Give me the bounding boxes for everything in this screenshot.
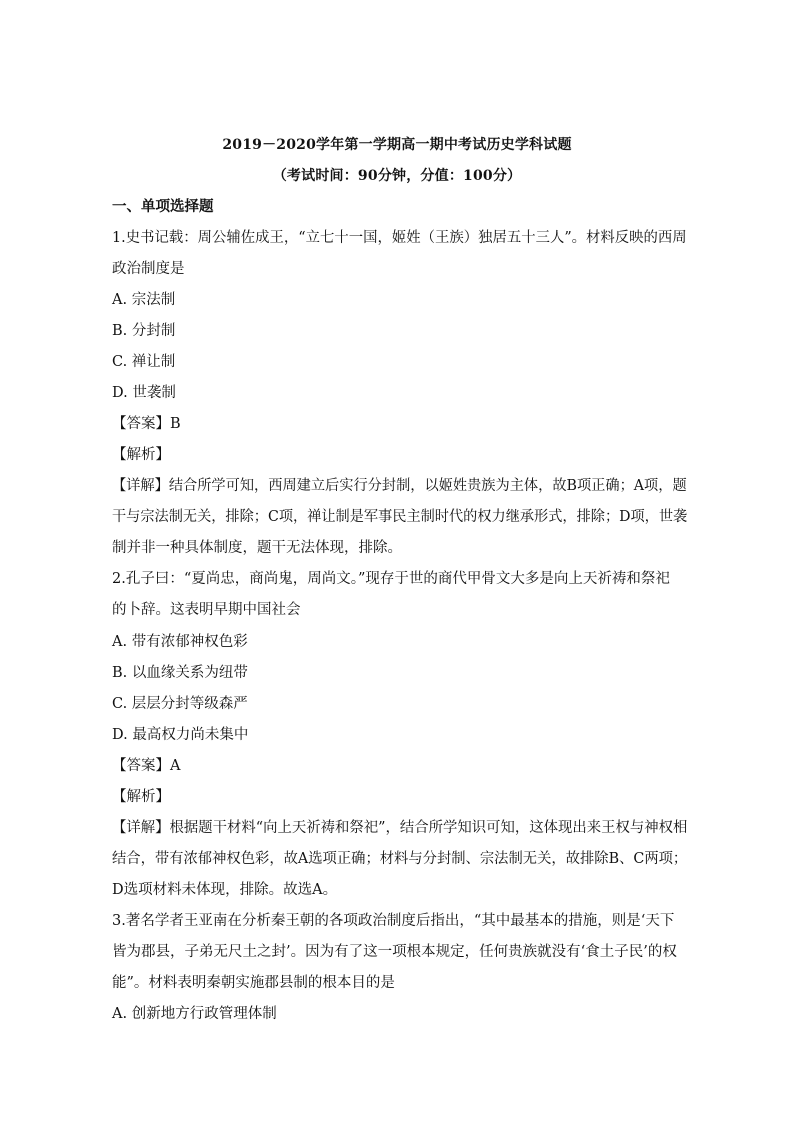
q1-option-a: A. 宗法制 [112,292,176,308]
q2-option-b: B. 以血缘关系为纽带 [112,665,248,681]
section-heading: 一、单项选择题 [112,198,214,215]
q2-stem-line-2: 的卜辞。这表明早期中国社会 [112,602,301,618]
q1-stem-line-2: 政治制度是 [112,261,185,277]
exam-title: 2019－2020学年第一学期高一期中考试历史学科试题 [222,137,572,153]
q2-analysis-label: 【解析】 [112,789,170,805]
q1-option-b: B. 分封制 [112,323,176,339]
q1-option-d: D. 世袭制 [112,385,176,401]
q2-stem-line-1: 2.孔子曰：“夏尚忠，商尚鬼，周尚文。”现存于世的商代甲骨文大多是向上天祈祷和祭祀 [112,571,670,587]
exam-subtitle: （考试时间：90分钟，分值：100分） [272,168,522,184]
q2-detail-line-2: 结合，带有浓郁神权色彩，故A选项正确；材料与分封制、宗法制无关，故排除B、C两项； [112,851,688,867]
q3-option-a: A. 创新地方行政管理体制 [112,1006,277,1022]
q1-stem-line-1: 1.史书记载：周公辅佐成王，“立七十一国，姬姓（王族）独居五十三人”。材料反映的西周 [112,230,687,246]
q1-analysis-label: 【解析】 [112,447,170,463]
q3-stem-line-2: 皆为郡县，子弟无尺土之封’。因为有了这一项根本规定，任何贵族就没有‘食土子民’的权 [112,944,677,960]
q2-option-c: C. 层层分封等级森严 [112,696,248,712]
q2-answer: 【答案】A [112,758,181,774]
q3-stem-line-3: 能”。材料表明秦朝实施郡县制的根本目的是 [112,975,395,991]
q1-detail-line-1: 【详解】结合所学可知，西周建立后实行分封制，以姬姓贵族为主体，故B项正确；A项，题 [112,478,687,494]
q1-detail-line-2: 干与宗法制无关，排除；C项，禅让制是军事民主制时代的权力继承形式，排除；D项，世袭 [112,509,688,525]
q2-detail-line-1: 【详解】根据题干材料“向上天祈祷和祭祀”，结合所学知识可知，这体现出来王权与神权相 [112,820,688,836]
q1-option-c: C. 禅让制 [112,354,176,370]
q2-detail-line-3: D选项材料未体现，排除。故选A。 [112,882,338,898]
q2-option-a: A. 带有浓郁神权色彩 [112,634,248,650]
q1-answer: 【答案】B [112,416,181,432]
q3-stem-line-1: 3.著名学者王亚南在分析秦王朝的各项政治制度后指出，“其中最基本的措施，则是‘天下 [112,913,675,929]
q1-detail-line-3: 制并非一种具体制度，题干无法体现，排除。 [112,540,402,556]
q2-option-d: D. 最高权力尚未集中 [112,727,249,743]
